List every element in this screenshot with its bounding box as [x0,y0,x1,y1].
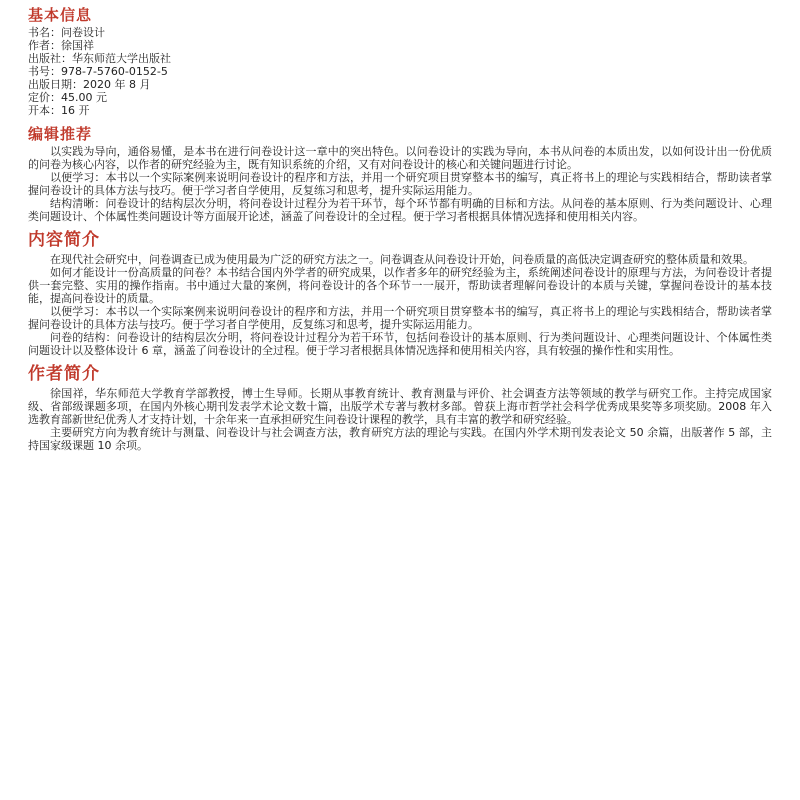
book-info-list [28,26,772,117]
content-intro-paragraph: 如何才能设计一份高质量的问卷？本书结合国内外学者的研究成果，以作者多年的研究经验为主，系统阐述问卷设计的原理与方法，为问卷设计者提供一套完整、实用的操作指南。书中通过大量的案例，将问卷设计的各个环节一一展开，帮助读者理解问卷设计的本质与关键，掌握问卷设计的基本技能，提高问卷设计的质量。 [28,266,772,305]
book-publish-date-row: 出版日期：2020 年 8 月 [28,78,151,91]
book-info-title: 基本信息 [28,6,93,24]
author-intro-paragraph: 徐国祥，华东师范大学教育学部教授，博士生导师。长期从事教育统计、教育测量与评价、社会调查方法等领域的教学与研究工作。主持完成国家级、省部级课题多项，在国内外核心期刊发表学术论文数十篇，出版学术专著与教材多部。曾获上海市哲学社会科学优秀成果奖等多项奖励。2008 年入选教育部新世纪优秀人才支持计划，十余年来一直承担研究生问卷设计课程的教学，具有丰富的教学和研究经验。 [28,387,772,426]
editor-recommend-section [28,125,772,223]
content-intro-title: 内容简介 [28,230,100,250]
book-info-section [28,6,772,117]
editor-recommend-paragraph: 以实践为导向，通俗易懂，是本书在进行问卷设计这一章中的突出特色。以问卷设计的实践为导向，本书从问卷的本质出发，以如何设计出一份优质的问卷为核心内容，以作者的研究经验为主，既有知识系统的介绍，又有对问卷设计的核心和关键问题进行讨论。 [28,145,772,171]
book-title-row: 书名：问卷设计 [28,26,105,39]
content-intro-paragraph: 问卷的结构：问卷设计的结构层次分明，将问卷设计过程分为若干环节，包括问卷设计的基本原则、行为类问题设计、心理类问题设计、个体属性类问题设计以及整体设计 6 章，涵盖了问卷设计的全过程。便于学习者根据具体情况选择和使用相关内容，具有较强的操作性和实用性。 [28,331,772,357]
book-publisher-row: 出版社：华东师范大学出版社 [28,52,171,65]
author-intro-title: 作者简介 [28,364,100,384]
editor-recommend-paragraph: 以便学习：本书以一个实际案例来说明问卷设计的程序和方法，并用一个研究项目贯穿整本书的编写，真正将书上的理论与实践相结合，帮助读者掌握问卷设计的具体方法与技巧。便于学习者自学使用，反复练习和思考，提升实际运用能力。 [28,171,772,197]
editor-recommend-paragraph: 结构清晰：问卷设计的结构层次分明，将问卷设计过程分为若干环节，每个环节都有明确的目标和方法。从问卷的基本原则、行为类问题设计、心理类问题设计、个体属性类问题设计等方面展开论述，涵盖了问卷设计的全过程。便于学习者根据具体情况选择和使用相关内容。 [28,197,772,223]
book-price-row: 定价：45.00 元 [28,91,107,104]
content-intro-paragraph: 在现代社会研究中，问卷调查已成为使用最为广泛的研究方法之一。问卷调查从问卷设计开始，问卷质量的高低决定调查研究的整体质量和效果。 [50,253,754,266]
content-intro-paragraph: 以便学习：本书以一个实际案例来说明问卷设计的程序和方法，并用一个研究项目贯穿整本书的编写，真正将书上的理论与实践相结合，帮助读者掌握问卷设计的具体方法与技巧。便于学习者自学使用，反复练习和思考，提升实际运用能力。 [28,305,772,331]
book-isbn-row: 书号：978-7-5760-0152-5 [28,65,168,78]
editor-recommend-title: 编辑推荐 [28,125,93,143]
author-intro-paragraph: 主要研究方向为教育统计与测量、问卷设计与社会调查方法，教育研究方法的理论与实践。在国内外学术期刊发表论文 50 余篇，出版著作 5 部，主持国家级课题 10 余项。 [28,426,772,452]
content-intro-section [28,229,772,357]
book-author-row: 作者：徐国祥 [28,39,94,52]
author-intro-section [28,363,772,452]
book-format-row: 开本：16 开 [28,104,90,117]
